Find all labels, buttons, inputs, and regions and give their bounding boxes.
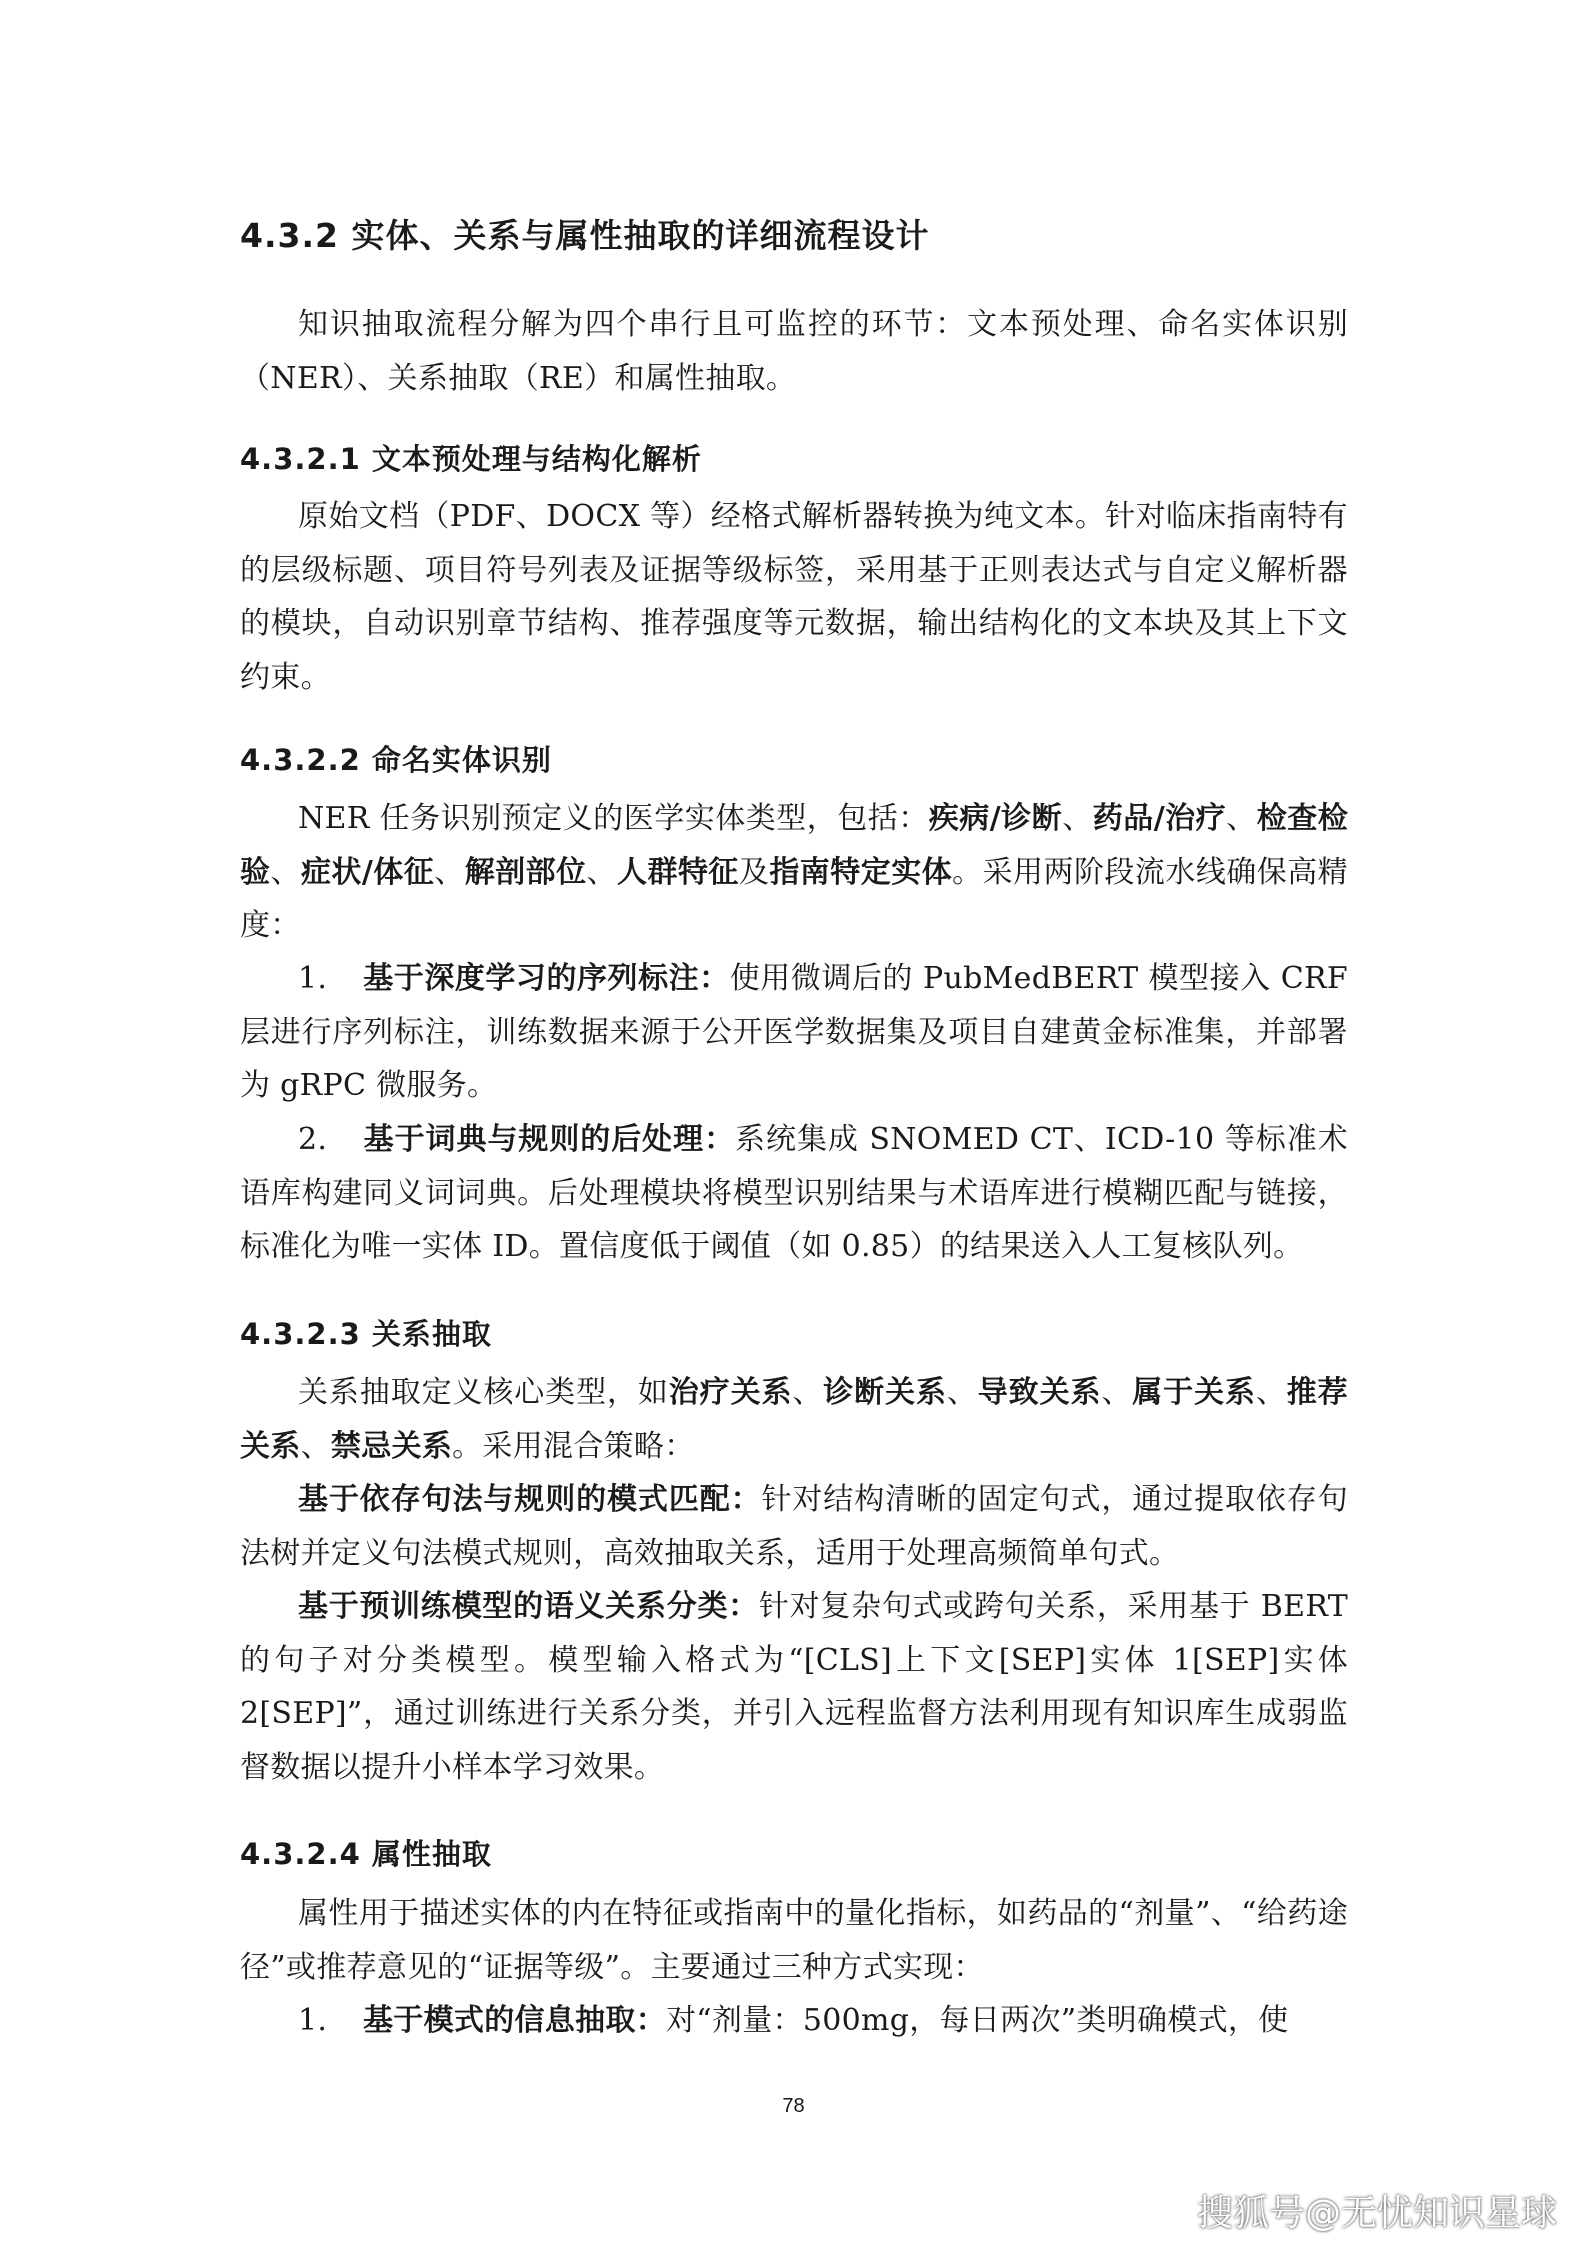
relation-type: 诊断关系 (823, 1375, 947, 1410)
relation-intro-tail: 。采用混合策略： (452, 1428, 695, 1464)
ner-intro-paragraph (240, 792, 1348, 953)
entity-type: 症状/体征 (300, 854, 435, 890)
step-text: 对“剂量：500mg，每日两次”类明确模式，使 (666, 2003, 1289, 2038)
list-number: 1. (298, 2003, 328, 2038)
attribute-step-1 (240, 1994, 1348, 2048)
relation-type: 治疗关系 (668, 1375, 793, 1410)
separator: 、 (270, 854, 301, 890)
conjunction: 及 (738, 854, 770, 890)
relation-intro-lead: 关系抽取定义核心类型，如 (298, 1375, 669, 1410)
ner-step-1 (240, 952, 1348, 1113)
step-text: 使用微调后的 PubMedBERT 模型接入 CRF 层进行序列标注，训练数据来源于公开医学数据集及项目自建黄金标准集，并部署为 gRPC 微服务。 (240, 961, 1348, 1103)
list-number: 1. (298, 961, 328, 996)
section-heading: 4.3.2 实体、关系与属性抽取的详细流程设计 (240, 216, 930, 255)
ner-intro-lead: NER 任务识别预定义的医学实体类型，包括： (298, 801, 929, 836)
entity-type: 疾病/诊断 (928, 801, 1063, 836)
separator: 、 (434, 854, 465, 890)
relation-method-1 (240, 1473, 1348, 1580)
entity-type: 指南特定实体 (769, 854, 953, 890)
separator: 、 (1255, 1375, 1287, 1410)
entity-type: 药品/治疗 (1092, 801, 1227, 836)
attribute-paragraph: 属性用于描述实体的内在特征或指南中的量化指标，如药品的“剂量”、“给药途径”或推荐意见的“证据等级”。主要通过三种方式实现： (240, 1896, 1348, 1985)
list-number: 2. (298, 1122, 328, 1157)
preprocess-paragraph: 原始文档（PDF、DOCX 等）经格式解析器转换为纯文本。针对临床指南特有的层级标题、项目符号列表及证据等级标签，采用基于正则表达式与自定义解析器的模块，自动识别章节结构、推荐强度等元数据，输出结构化的文本块及其上下文约束。 (240, 499, 1348, 695)
step-title: 基于模式的信息抽取： (363, 2003, 666, 2038)
method-text: 针对复杂句式或跨句关系，采用基于 BERT 的句子对分类模型。模型输入格式为“[CLS]上下文[SEP]实体 1[SEP]实体 2[SEP]”，通过训练进行关系分类，并引入远程监督方法利用现有知识库生成弱监督数据以提升小样本学习效果。 (240, 1589, 1349, 1785)
step-title: 基于词典与规则的后处理： (363, 1122, 736, 1157)
relation-type: 导致关系 (977, 1375, 1102, 1410)
step-text: 系统集成 SNOMED CT、ICD-10 等标准术语库构建同义词词典。后处理模块将模型识别结果与术语库进行模糊匹配与链接，标准化为唯一实体 ID。置信度低于阈值（如 0.85）的结果送入人工复核队列。 (240, 1122, 1348, 1264)
ner-step-2 (240, 1113, 1348, 1274)
relation-type: 禁忌关系 (330, 1428, 453, 1464)
relation-intro-paragraph (240, 1366, 1348, 1473)
step-title: 基于深度学习的序列标注： (363, 961, 730, 996)
relation-type: 属于关系 (1132, 1375, 1256, 1410)
page-number: 78 (782, 2095, 805, 2117)
watermark: 搜狐号@无忧知识星球 (1196, 2193, 1557, 2234)
separator: 、 (792, 1375, 824, 1410)
method-title: 基于依存句法与规则的模式匹配： (298, 1482, 762, 1517)
separator: 、 (1101, 1375, 1133, 1410)
entity-type: 人群特征 (617, 854, 739, 890)
ner-intro-tail: 。采用两阶段流水线确保高精度： (240, 854, 1348, 943)
method-text: 针对结构清晰的固定句式，通过提取依存句法树并定义句法模式规则，高效抽取关系，适用于处理高频简单句式。 (240, 1482, 1348, 1571)
method-title: 基于预训练模型的语义关系分类： (298, 1589, 759, 1624)
separator: 、 (1226, 801, 1257, 836)
entity-type: 检查检验 (240, 801, 1348, 890)
separator: 、 (946, 1375, 978, 1410)
entity-type: 解剖部位 (464, 854, 587, 890)
separator: 、 (586, 854, 618, 890)
subsection-heading-preprocess: 4.3.2.1 文本预处理与结构化解析 (240, 442, 702, 476)
subsection-heading-attribute: 4.3.2.4 属性抽取 (240, 1837, 492, 1871)
subsection-heading-relation: 4.3.2.3 关系抽取 (240, 1317, 492, 1351)
relation-method-2 (240, 1580, 1348, 1794)
section-intro: 知识抽取流程分解为四个串行且可监控的环节：文本预处理、命名实体识别（NER）、关系抽取（RE）和属性抽取。 (240, 307, 1348, 396)
separator: 、 (1062, 801, 1093, 836)
relation-type: 推荐关系 (240, 1375, 1348, 1464)
separator: 、 (300, 1428, 331, 1464)
subsection-heading-ner: 4.3.2.2 命名实体识别 (240, 743, 552, 777)
